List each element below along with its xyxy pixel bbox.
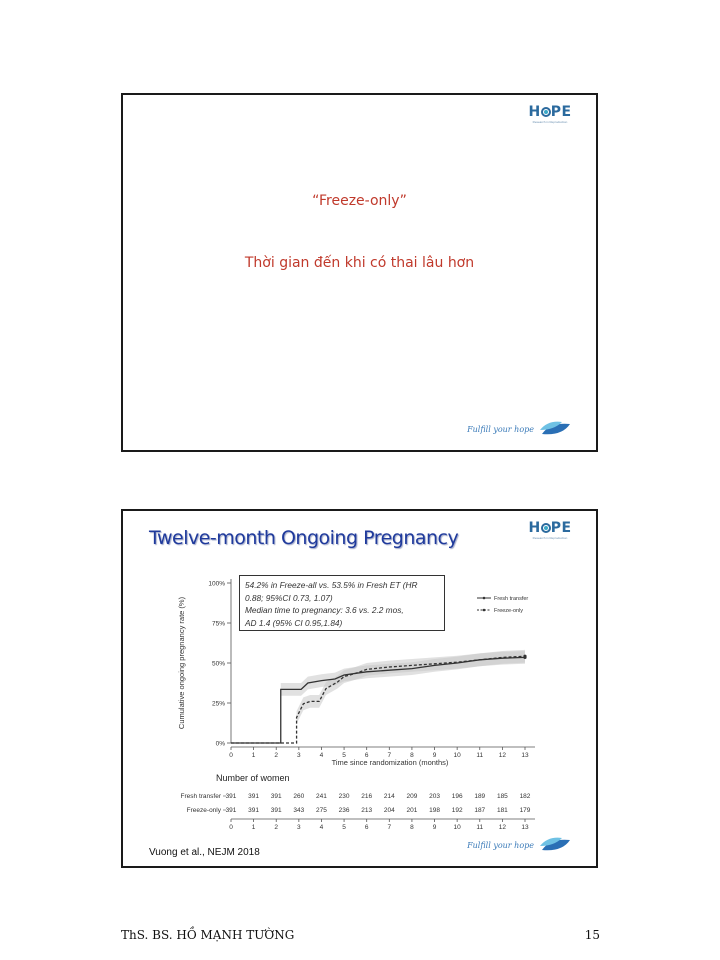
risk-table-x-tick-label: 13 — [521, 824, 529, 831]
x-tick-label: 11 — [476, 752, 484, 759]
risk-table-cell: 391 — [248, 807, 260, 814]
x-tick-label: 4 — [319, 752, 324, 759]
chart-annotation-box — [239, 575, 445, 631]
series-end-point — [523, 655, 526, 658]
annotation-line: AD 1.4 (95% CI 0.95,1.84) — [245, 617, 343, 628]
risk-table-x-tick-label: 4 — [319, 824, 324, 831]
slide-1-heading: “Freeze-only” — [312, 193, 407, 209]
y-tick-label: 0% — [215, 740, 225, 748]
risk-table-x-tick-label: 8 — [410, 824, 414, 831]
annotation-line: 54.2% in Freeze-all vs. 53.5% in Fresh ET (HR — [245, 580, 418, 590]
risk-table-x-tick-label: 1 — [251, 824, 256, 831]
risk-table-x-tick-label: 3 — [297, 824, 301, 831]
risk-table-cell: 241 — [316, 793, 327, 800]
footer-author: ThS. BS. HỒ MẠNH TƯỜNG — [121, 928, 295, 942]
hope-logo-wordmark: H PE — [528, 520, 572, 536]
risk-table-cell: 182 — [519, 793, 531, 800]
risk-table-cell: 391 — [248, 793, 260, 800]
slide-1 — [121, 93, 598, 452]
x-tick-label: 12 — [498, 752, 507, 759]
risk-table-cell: 216 — [361, 793, 373, 800]
y-tick-label: 25% — [211, 700, 225, 708]
x-tick-label: 2 — [274, 752, 279, 759]
risk-table-cell: 198 — [429, 807, 440, 814]
risk-table-header: Number of women — [216, 773, 290, 783]
y-axis-label: Cumulative ongoing pregnancy rate (%) — [177, 596, 186, 730]
legend-label: Fresh transfer — [494, 596, 529, 602]
risk-table-cell: 185 — [496, 793, 508, 800]
x-tick-label: 8 — [410, 752, 414, 759]
legend-label: Freeze-only — [494, 608, 524, 614]
x-tick-label: 5 — [342, 752, 346, 759]
hope-logo-tagline: Research in Reproduction — [532, 536, 568, 540]
risk-table-cell: 236 — [338, 807, 350, 814]
hope-logo-tagline: Research in Reproduction — [532, 120, 568, 124]
risk-table-x-tick-label: 6 — [364, 824, 369, 831]
annotation-line: 0.88; 95%CI 0.73, 1.07) — [245, 592, 333, 603]
citation: Vuong et al., NEJM 2018 — [149, 847, 260, 858]
risk-table-cell: 203 — [429, 793, 440, 800]
page-number: 15 — [584, 928, 600, 942]
risk-table-x-tick-label: 2 — [274, 824, 279, 831]
hope-logo-o-icon — [541, 107, 551, 117]
x-tick-label: 7 — [387, 752, 392, 759]
risk-table-cell: 391 — [270, 793, 282, 800]
slide-2 — [121, 509, 598, 868]
fulfill-your-hope-text: Fulfill your hope — [467, 424, 534, 434]
x-tick-label: 9 — [432, 752, 437, 759]
risk-table-x-tick-label: 5 — [342, 824, 346, 831]
x-tick-label: 13 — [521, 752, 529, 759]
risk-table-cell: 391 — [225, 807, 237, 814]
y-tick-label: 100% — [208, 580, 225, 588]
risk-table-cell: 196 — [451, 793, 463, 800]
x-tick-label: 0 — [229, 752, 233, 759]
risk-table-cell: 343 — [293, 807, 305, 814]
x-tick-label: 6 — [364, 752, 369, 759]
risk-table-x-tick-label: 10 — [453, 824, 461, 831]
confidence-band — [297, 650, 525, 724]
risk-table-x-tick-label: 12 — [498, 824, 507, 831]
risk-table-cell: 181 — [496, 807, 508, 814]
risk-table-cell: 209 — [406, 793, 418, 800]
legend-marker — [483, 609, 486, 612]
risk-table-cell: 192 — [451, 807, 463, 814]
slide-1-subheading: Thời gian đến khi có thai lâu hơn — [244, 255, 475, 271]
risk-table-x-tick-label: 9 — [432, 824, 437, 831]
x-tick-label: 10 — [453, 752, 461, 759]
risk-table-cell: 179 — [519, 807, 531, 814]
risk-table-cell: 230 — [338, 793, 350, 800]
hope-logo — [528, 105, 572, 125]
y-tick-label: 75% — [211, 620, 225, 628]
risk-table-cell: 275 — [316, 807, 327, 814]
annotation-line: Median time to pregnancy: 3.6 vs. 2.2 mos, — [245, 605, 404, 615]
y-tick-label: 50% — [211, 660, 225, 668]
fulfill-your-hope-brand — [467, 836, 574, 854]
fulfill-your-hope-brand — [467, 420, 574, 438]
risk-table-cell: 391 — [270, 807, 282, 814]
legend-marker — [483, 597, 486, 600]
leaf-logo-icon — [540, 420, 574, 438]
risk-table-cell: 391 — [225, 793, 237, 800]
x-tick-label: 1 — [251, 752, 256, 759]
risk-table-cell: 204 — [383, 807, 395, 814]
risk-table-cell: 214 — [383, 793, 395, 800]
x-tick-label: 3 — [297, 752, 301, 759]
x-axis-label: Time since randomization (months) — [331, 758, 449, 767]
kaplan-meier-chart — [123, 511, 596, 831]
risk-table-cell: 201 — [406, 807, 418, 814]
risk-table-row-label: Freeze-only — [186, 807, 221, 814]
risk-table-cell: 189 — [474, 793, 486, 800]
risk-table-cell: 187 — [474, 807, 486, 814]
risk-table-x-tick-label: 11 — [476, 824, 484, 831]
leaf-logo-icon — [540, 836, 574, 854]
hope-logo-wordmark: H PE — [528, 104, 572, 120]
risk-table-cell: 260 — [293, 793, 305, 800]
risk-table-cell: 213 — [361, 807, 373, 814]
slide-2-title: Twelve-month Ongoing Pregnancy — [149, 527, 459, 549]
fulfill-your-hope-text: Fulfill your hope — [467, 840, 534, 850]
risk-table-x-tick-label: 7 — [387, 824, 392, 831]
risk-table-x-tick-label: 0 — [229, 824, 233, 831]
risk-table-row-label: Fresh transfer — [180, 793, 221, 800]
